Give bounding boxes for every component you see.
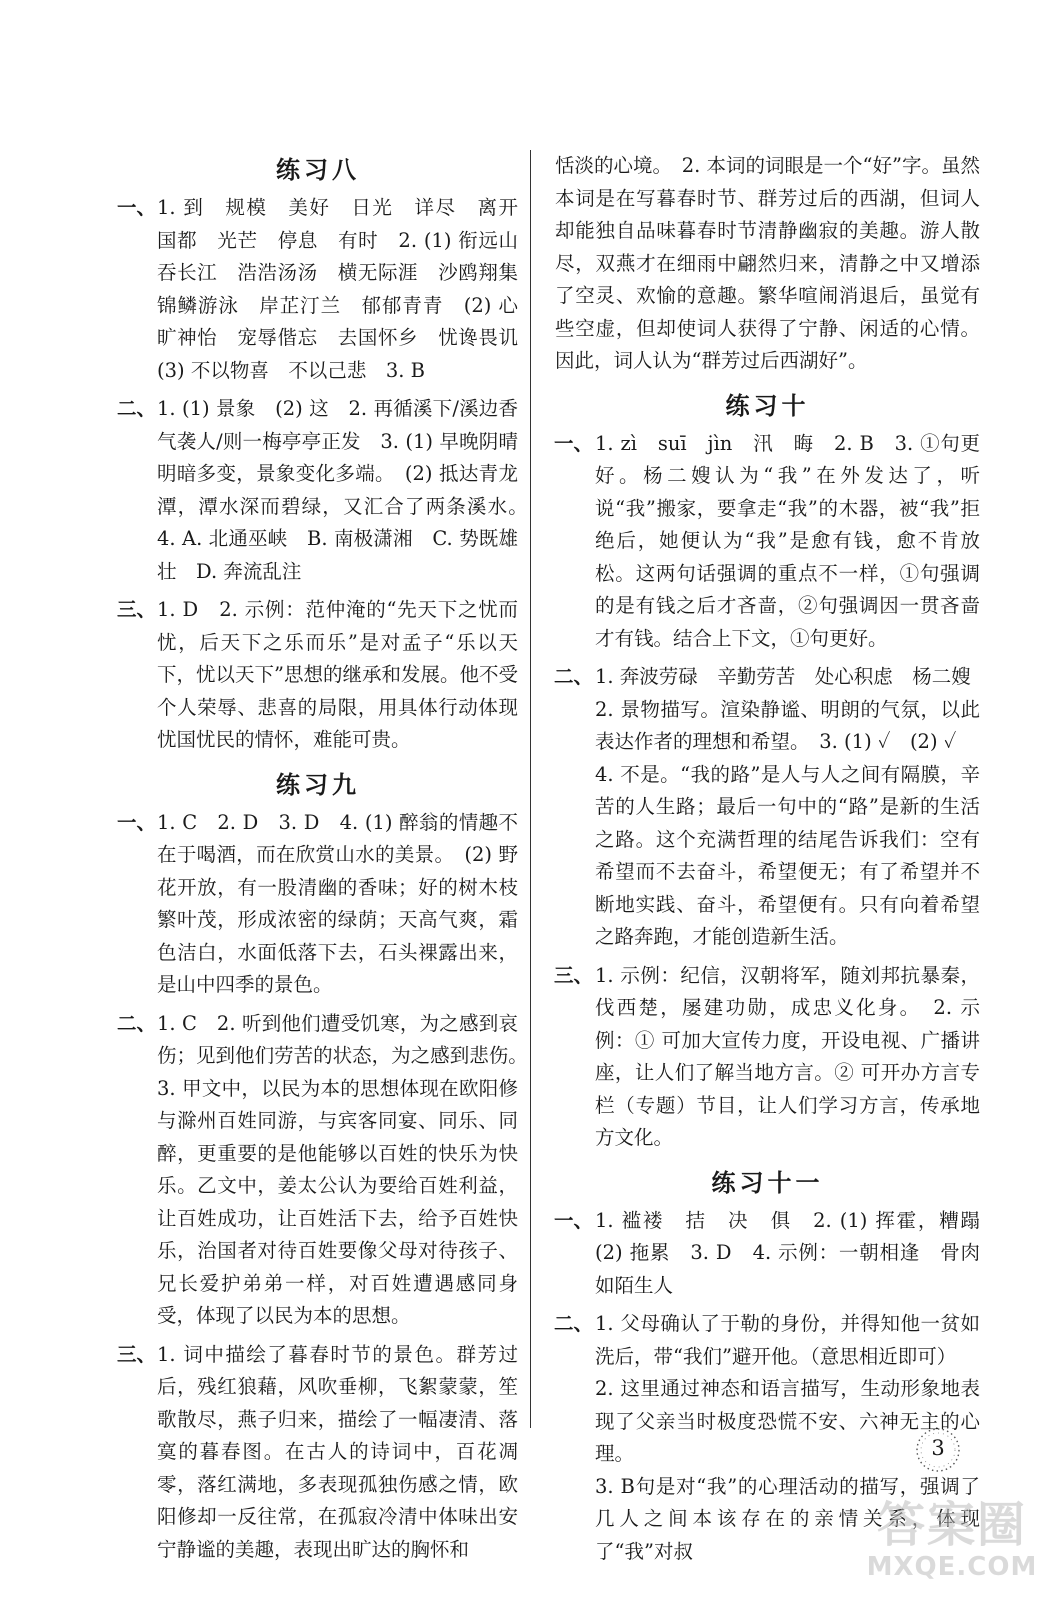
answer-item (554, 1205, 1000, 1303)
item-text: 1. C 2. D 3. D 4. (1) 醉翁的情趣不在于喝酒，而在欣赏山水的美景。 (2) 野花开放，有一股清幽的香味；好的树木枝繁叶茂，形成浓密的绿荫；天高气爽，霜色洁白，水面低落下去，石头裸露出来，是山中四季的景色。 (157, 810, 518, 996)
item-text: 1. 词中描绘了暮春时节的景色。群芳过后，残红狼藉，风吹垂柳，飞絮蒙蒙，笙歌散尽，燕子归来，描绘了一幅凄清、落寞的暮春图。在古人的诗词中，百花凋零，落红满地，多表现孤独伤感之情，欧阳修却一反往常，在孤寂冷清中体味出安宁静谧的美趣，表现出旷达的胸怀和 (157, 1342, 518, 1561)
item-text: 1. 奔波劳碌 辛勤劳苦 处心积虑 杨二嫂 (595, 665, 971, 688)
item-label: 三、 (117, 598, 157, 621)
answer-item (117, 1008, 538, 1333)
answer-item (118, 807, 518, 1002)
left-column (117, 148, 538, 1572)
answer-item (117, 192, 538, 387)
item-text: 4. 不是。“我的路”是人与人之间有隔膜，辛苦的人生路；最后一句中的“路”是新的生活之路。这个充满哲理的结尾告诉我们：空有希望而不去奋斗，希望便无；有了希望并不断地实践、奋斗，希望便有。只有向着希望之路奔跑，才能创造新生活。 (595, 762, 980, 948)
item-label: 一、 (554, 431, 594, 455)
answer-item (555, 428, 980, 656)
watermark-logo (862, 1486, 1042, 1596)
item-label: 一、 (554, 1208, 594, 1232)
item-text: 1. 父母确认了于勒的身份，并得知他一贫如洗后，带“我们”避开他。（意思相近即可） (595, 1312, 980, 1368)
answer-item (118, 594, 518, 757)
answer-item (555, 960, 980, 1155)
continued-text (555, 150, 980, 378)
item-text: 1. (1) 景象 (2) 这 2. 再循溪下/溪边香气袭人/则一梅亭亭正发 3. (1) 早晚阴晴明暗多变，景象变化多端。 (2) 抵达青龙潭，潭水深而碧绿，又汇合了两条溪水。 4. A. 北通巫峡 B. 南极潇湘 C. 势既雄壮 D. 奔流乱注 (157, 397, 538, 583)
item-label: 一、 (117, 810, 157, 834)
item-label: 二、 (117, 1011, 157, 1035)
item-label: 三、 (117, 1342, 157, 1366)
section-9 (117, 763, 538, 1567)
item-label: 二、 (554, 1312, 594, 1335)
item-text: 1. 褴褛 拮 决 俱 2. (1) 挥霍，糟蹋 (2) 拖累 3. D 4. 示例：一朝相逢 骨肉如陌生人 (595, 1208, 1000, 1297)
watermark-url: MXQE.COM (866, 1552, 1038, 1582)
item-text: 3. B句是对“我”的心理活动的描写，强调了几人之间本该存在的亲情关系，体现了“我”对叔 (595, 1474, 980, 1563)
section-title: 练习十 (725, 391, 810, 420)
watermark-text: 答案圈 (876, 1497, 1027, 1553)
item-text: 1. 到 规模 美好 日光 详尽 离开 国都 光芒 停息 有时 2. (1) 衔远山 吞长江 浩浩汤汤 横无际涯 沙鸥翔集 锦鳞游泳 岸芷汀兰 郁郁青青 (2) 心旷神怡 宠辱偕忘 去国怀乡 忧谗畏讥 (3) 不以物喜 不以己悲 3. B (157, 196, 538, 382)
item-label: 二、 (117, 397, 157, 420)
section-10 (555, 384, 980, 1155)
item-text: 1. C 2. 听到他们遭受饥寒，为之感到哀伤；见到他们劳苦的状态，为之感到悲伤。 3. 甲文中，以民为本的思想体现在欧阳修与滁州百姓同游，与宾客同宴、同乐、同醉，更重要的是他能够以百姓的快乐为快乐。乙文中，姜太公认为要给百姓利益，让百姓成功，让百姓活下去，给予百姓快乐，治国者对待百姓要像父母对待孩子、兄长爱护弟弟一样，对百姓遭遇感同身受，体现了以民为本的思想。 (157, 1011, 538, 1327)
answer-item (555, 661, 980, 954)
item-label: 三、 (554, 963, 594, 987)
item-text: 1. 示例：纪信，汉朝将军，随刘邦抗暴秦，伐西楚，屡建功勋，成忠义化身。 2. 示例：① 可加大宣传力度，开设电视、广播讲座，让人们了解当地方言。② 可开办方言专栏（专题）节目，让人们学习方言，传承地方文化。 (595, 963, 980, 1149)
item-text: 恬淡的心境。 2. 本词的词眼是一个“好”字。虽然本词是在写暮春时节、群芳过后的西湖，但词人却能独自品味暮春时节清静幽寂的美趣。游人散尽，双燕才在细雨中翩然归来，清静之中又增添了空灵、欢愉的意趣。繁华喧闹消退后，虽觉有些空虚，但却使词人获得了宁静、闲适的心情。因此，词人认为“群芳过后西湖好”。 (555, 154, 980, 372)
section-8 (117, 148, 538, 757)
item-label: 二、 (554, 665, 594, 688)
section-title: 练习十一 (711, 1168, 824, 1197)
item-text: 1. D 2. 示例：范仲淹的“先天下之忧而忧，后天下之乐而乐”是对孟子“乐以天下，忧以天下”思想的继承和发展。他不受个人荣辱、悲喜的局限，用具体行动体现忧国忧民的情怀，难能可贵。 (157, 598, 518, 751)
item-text: 2. 这里通过神态和语言描写，生动形象地表现了父亲当时极度恐慌不安、六神无主的心理。 (595, 1377, 980, 1465)
page-number-text: 3 (931, 1436, 945, 1460)
item-text: 2. 景物描写。渲染静谧、明朗的气氛，以此表达作者的理想和希望。 3. (1) ✓ (2) ✓ (595, 697, 980, 753)
section-title: 练习八 (276, 156, 360, 184)
answer-item (118, 1339, 518, 1567)
item-text: 1. zì suī jìn 汛 晦 2. B 3. ①句更好。杨二嫂认为“我”在外发达了，听说“我”搬家，要拿走“我”的木器，被“我”拒绝后，她便认为“我”是愈有钱，愈不肯放松。这两句话强调的重点不一样，①句强调的是有钱之后才吝啬，②句强调因一贯吝啬才有钱。结合上下文，①句更好。 (595, 431, 980, 650)
page-number (912, 1424, 964, 1476)
answer-item (117, 393, 538, 588)
section-title: 练习九 (276, 770, 360, 799)
item-label: 一、 (117, 196, 157, 219)
